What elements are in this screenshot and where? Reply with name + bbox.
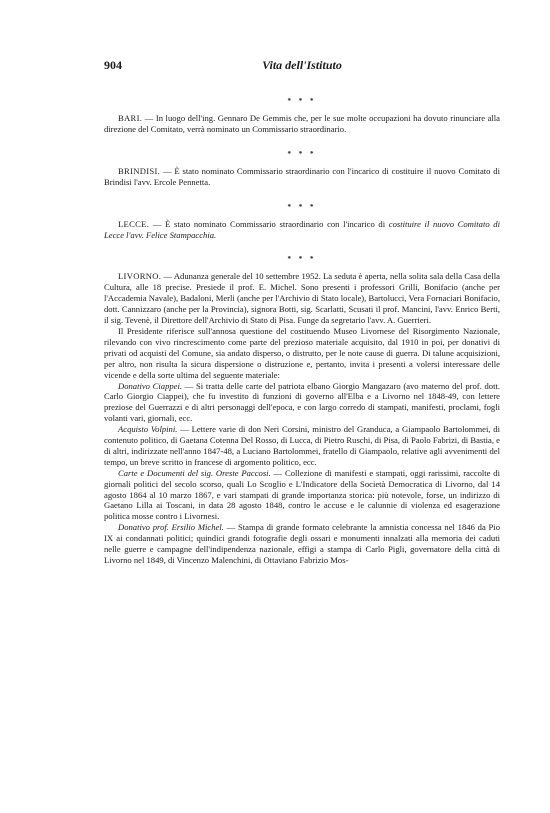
entry-brindisi bbox=[104, 166, 500, 188]
entry-livorno bbox=[104, 271, 500, 565]
page-header bbox=[104, 58, 500, 74]
entry-text: — È stato nominato Commissario straordinario con l'incarico di costituire il nuovo Comitato di Brindisi l'avv. Ercole Pennetta. bbox=[104, 165, 500, 187]
item-title: Donativo prof. Ersilio Michel. bbox=[118, 522, 224, 533]
livorno-item bbox=[104, 522, 500, 566]
entry-bari bbox=[104, 113, 500, 135]
place-name: LECCE. bbox=[118, 218, 150, 229]
entry-lecce bbox=[104, 219, 500, 241]
livorno-item bbox=[104, 468, 500, 523]
item-title: Carte e Documenti del sig. Oreste Paccosi. bbox=[118, 467, 271, 478]
page-number: 904 bbox=[104, 58, 122, 72]
item-text: — Stampa di grande formato celebrante la amnistia concessa nel 1846 da Pio IX ai condannati politici; quindici grandi fotografie degli ossari e monumenti innalzati alla memoria dei caduti nelle guerre e campagne dell'indipendenza nazionale, effigi a stampa di Carlo Pigli, governatore della città di Livorno nel 1849, di Vincenzo Malenchini, di Ottaviano Fabrizio Mos- bbox=[104, 522, 500, 565]
item-text: — Si tratta delle carte del patriota elbano Giorgio Mangazaro (avo materno del prof. dott. Carlo Giorgio Ciappei), che fu investito di funzioni di governo all'Elba e a Livorno nel 1848-49, con lettere preziose del Guerrazzi e di altri personaggi dell'epoca, e con largo corredo di stampati, manifesti, proclami, fogli volanti vari, giornali, ecc. bbox=[104, 380, 501, 424]
entry-paragraph bbox=[104, 166, 500, 188]
item-title: Acquisto Volpini. bbox=[118, 424, 178, 435]
section-separator: * * * bbox=[287, 149, 317, 158]
livorno-paragraph-2: Il Presidente riferisce sull'annosa questione del costituendo Museo Livornese del Risorgimento Nazionale, rilevando con vivo rincrescimento come parte del prezioso materiale acquisito, dal 1910 in poi, per donativi di privati od acquisti del Comune, sia andato disperso, o distrutto, per le note cause di guerra. Di talune acquisizioni, per altro, non risulta la sicura dispersione o distruzione e, pertanto, invita i presenti a volersi interessare delle vicende e della sorte ultima del seguente materiale: bbox=[104, 325, 500, 380]
section-separator: * * * bbox=[287, 202, 317, 211]
livorno-item bbox=[104, 381, 500, 425]
section-separator: * * * bbox=[287, 255, 317, 264]
entry-text: — È stato nominato Commissario straordinario con l'incarico di bbox=[149, 218, 389, 229]
running-title: Vita dell'Istituto bbox=[262, 58, 342, 72]
document-body bbox=[104, 96, 500, 566]
item-text: — Collezione di manifesti e stampati, oggi rarissimi, raccolte di giornali politici del secolo scorso, quali Lo Scoglio e L'Indicatore della Società Democratica di Livorno, dal 14 agosto 1864 al 10 marzo 1867, e vari stampati di grande importanza storica: più notevole, forse, un indirizzo di Gaetano Lilla ai Toscani, in data 28 agosto 1848, contro le accuse e le calunnie di violenza ed esagerazione politica mosse contro i Livornesi. bbox=[104, 467, 500, 522]
livorno-item bbox=[104, 424, 500, 468]
entry-paragraph bbox=[104, 113, 500, 135]
section-separator: * * * bbox=[287, 97, 317, 105]
item-text: — Lettere varie di don Neri Corsini, ministro del Granduca, a Giampaolo Bartolommei, di contenuto politico, di Gaetana Cotenna Del Rosso, di Lucca, di Pietro Ruschi, di Pisa, di Paolo Fabrizi, di Bastia, e di altri, indirizzate nell'anno 1847-48, a Luciano Bartolommei, fratello di Giampaolo, relative agli avvenimenti del tempo, un breve scritto in francese di argomento politico, ecc. bbox=[104, 424, 500, 467]
entry-paragraph bbox=[104, 219, 500, 241]
item-title: Donativo Ciappei. bbox=[118, 380, 183, 391]
entry-text: — In luogo dell'ing. Gennaro De Gemmis che, per le sue molte occupazioni ha dovuto rinunciare alla direzione del Comitato, verrà nominato un Commissario straordinario. bbox=[104, 113, 500, 134]
livorno-paragraph-1 bbox=[104, 271, 500, 326]
place-name: LIVORNO. bbox=[118, 271, 162, 282]
livorno-text-1: — Adunanza generale del 10 settembre 1952. La seduta è aperta, nella solita sala della Casa della Cultura, alle 18 precise. Presiede il prof. E. Michel. Sono presenti i professori Grilli, Bonifacio (anche per l'Accademia Navale), Badaloni, Merli (anche per l'Archivio di Stato locale), Bartolucci, Vera Fornaciari Bonifacio, dott. Cannizzaro (anche per la Provincia), signora Botti, sig. Scarlatti, Scusati il prof. Mancini, l'avv. Enrico Berti, il sig. Tevenè, il Direttore dell'Archivio di Stato di Pisa. Funge da segretario l'avv. A. Guerrieri. bbox=[104, 271, 500, 326]
place-name: BARI. bbox=[118, 113, 143, 123]
entry-text-italic: costituire il nuovo Comitato di Lecce l'avv. Felice Stampacchia. bbox=[104, 218, 500, 240]
place-name: BRINDISI. bbox=[118, 165, 161, 176]
